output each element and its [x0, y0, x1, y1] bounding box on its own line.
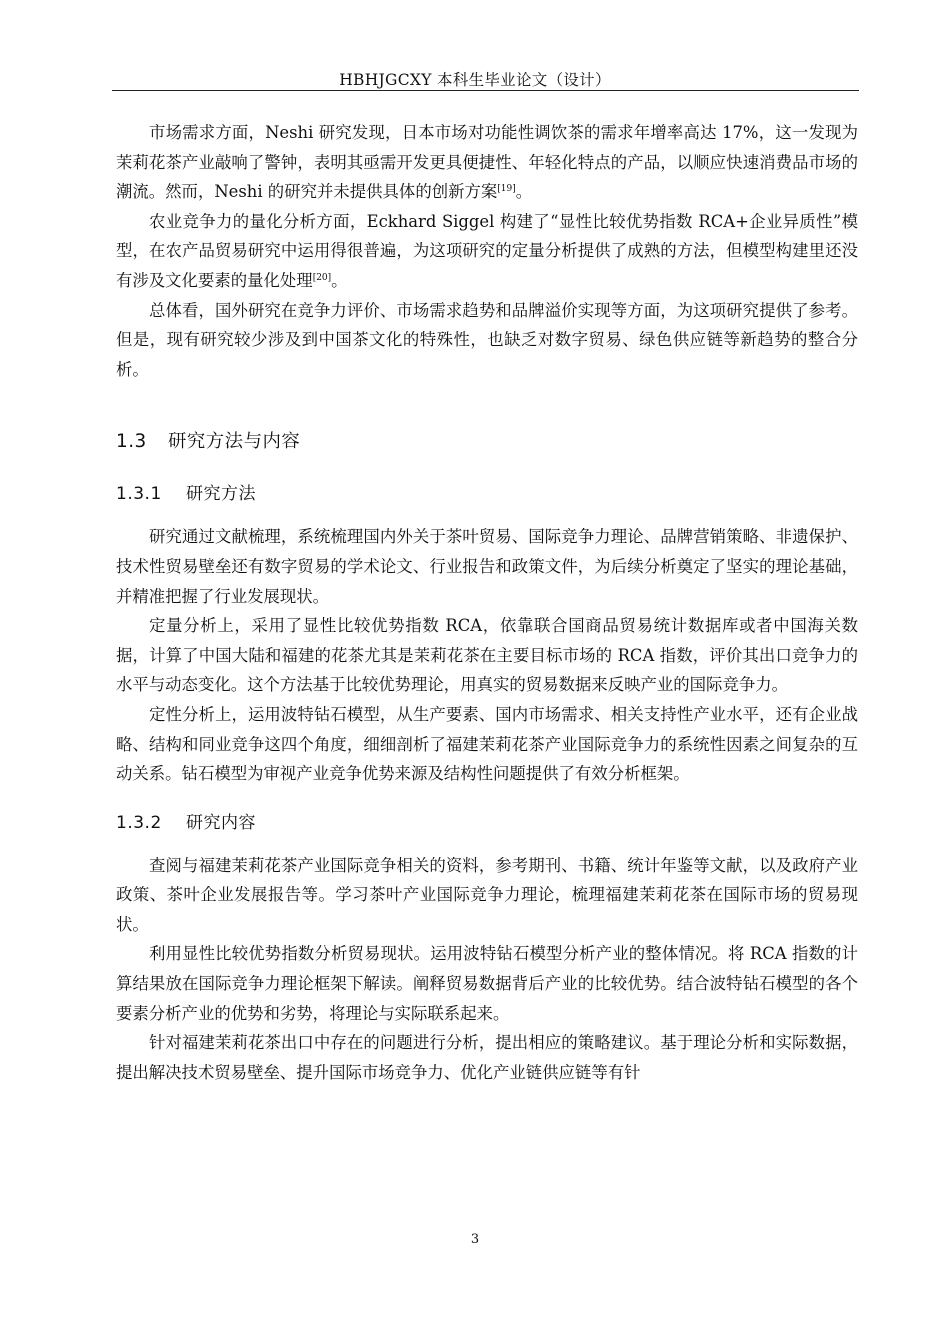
running-header: HBHJGCXY 本科生毕业论文（设计） — [339, 71, 611, 89]
section-title: 研究内容 — [186, 812, 256, 833]
paragraph-tail: 。 — [331, 270, 348, 290]
paragraph-content-3: 针对福建茉莉花茶出口中存在的问题进行分析，提出相应的策略建议。基于理论分析和实际数据，提出解决技术贸易壁垒、提升国际市场竞争力、优化产业链供应链等有针 — [116, 1033, 858, 1082]
section-heading-1-3-1 — [116, 480, 858, 508]
section-number: 1.3.1 — [116, 484, 162, 505]
paragraph-summary: 总体看，国外研究在竞争力评价、市场需求趋势和品牌溢价实现等方面，为这项研究提供了参考。但是，现有研究较少涉及到中国茶文化的特殊性，也缺乏对数字贸易、绿色供应链等新趋势的整合分析。 — [116, 300, 858, 379]
paragraph-text: 市场需求方面，Neshi 研究发现，日本市场对功能性调饮茶的需求年增率高达 17%，这一发现为茉莉花茶产业敲响了警钟，表明其亟需开发更具便捷性、年轻化特点的产品，以顺应快速消费品市场的潮流。然而，Neshi 的研究并未提供具体的创新方案 — [116, 123, 858, 202]
paragraph-tail: 。 — [515, 182, 533, 202]
paragraph-qualitative: 定性分析上，运用波特钻石模型，从生产要素、国内市场需求、相关支持性产业水平，还有企业战略、结构和同业竞争这四个角度，细细剖析了福建茉莉花茶产业国际竞争力的系统性因素之间复杂的互动关系。钻石模型为审视产业竞争优势来源及结构性问题提供了有效分析框架。 — [116, 704, 858, 784]
section-title: 研究方法与内容 — [168, 431, 301, 453]
paragraph-literature-review: 研究通过文献梳理，系统梳理国内外关于茶叶贸易、国际竞争力理论、品牌营销策略、非遗保护、技术性贸易壁垒还有数字贸易的学术论文、行业报告和政策文件，为后续分析奠定了坚实的理论基础，并精准把握了行业发展现状。 — [116, 527, 858, 606]
citation-ref: [19] — [497, 184, 516, 195]
section-number: 1.3 — [116, 431, 147, 453]
paragraph-market-demand — [116, 118, 858, 207]
header-divider — [112, 90, 859, 91]
paragraph-content-2: 利用显性比较优势指数分析贸易现状。运用波特钻石模型分析产业的整体情况。将 RCA 指数的计算结果放在国际竞争力理论框架下解读。阐释贸易数据背后产业的比较优势。结合波特钻石模型的各个要素分析产业的优势和劣势，将理论与实际联系起来。 — [116, 944, 858, 1023]
paragraph-quantitative: 定量分析上，采用了显性比较优势指数 RCA，依靠联合国商品贸易统计数据库或者中国海关数据，计算了中国大陆和福建的花茶尤其是茉莉花茶在主要目标市场的 RCA 指数，评价其出口竞争力的水平与动态变化。这个方法基于比较优势理论，用真实的贸易数据来反映产业的国际竞争力。 — [116, 616, 858, 695]
page-number: 3 — [470, 1232, 480, 1247]
section-heading-1-3 — [116, 428, 858, 456]
citation-ref: [20] — [312, 272, 332, 283]
paragraph-content-1: 查阅与福建茉莉花茶产业国际竞争相关的资料，参考期刊、书籍、统计年鉴等文献，以及政府产业政策、茶叶企业发展报告等。学习茶叶产业国际竞争力理论，梳理福建茉莉花茶在国际市场的贸易现状。 — [116, 855, 858, 934]
section-heading-1-3-2 — [116, 809, 858, 837]
section-title: 研究方法 — [186, 484, 256, 505]
section-number: 1.3.2 — [116, 812, 162, 833]
paragraph-competitiveness — [116, 207, 858, 296]
paragraph-text: 农业竞争力的量化分析方面，Eckhard Siggel 构建了“显性比较优势指数 RCA+企业异质性”模型，在农产品贸易研究中运用得很普遍，为这项研究的定量分析提供了成熟的方法，但模型构建里还没有涉及文化要素的量化处理 — [116, 211, 858, 290]
document-body — [116, 118, 858, 1087]
